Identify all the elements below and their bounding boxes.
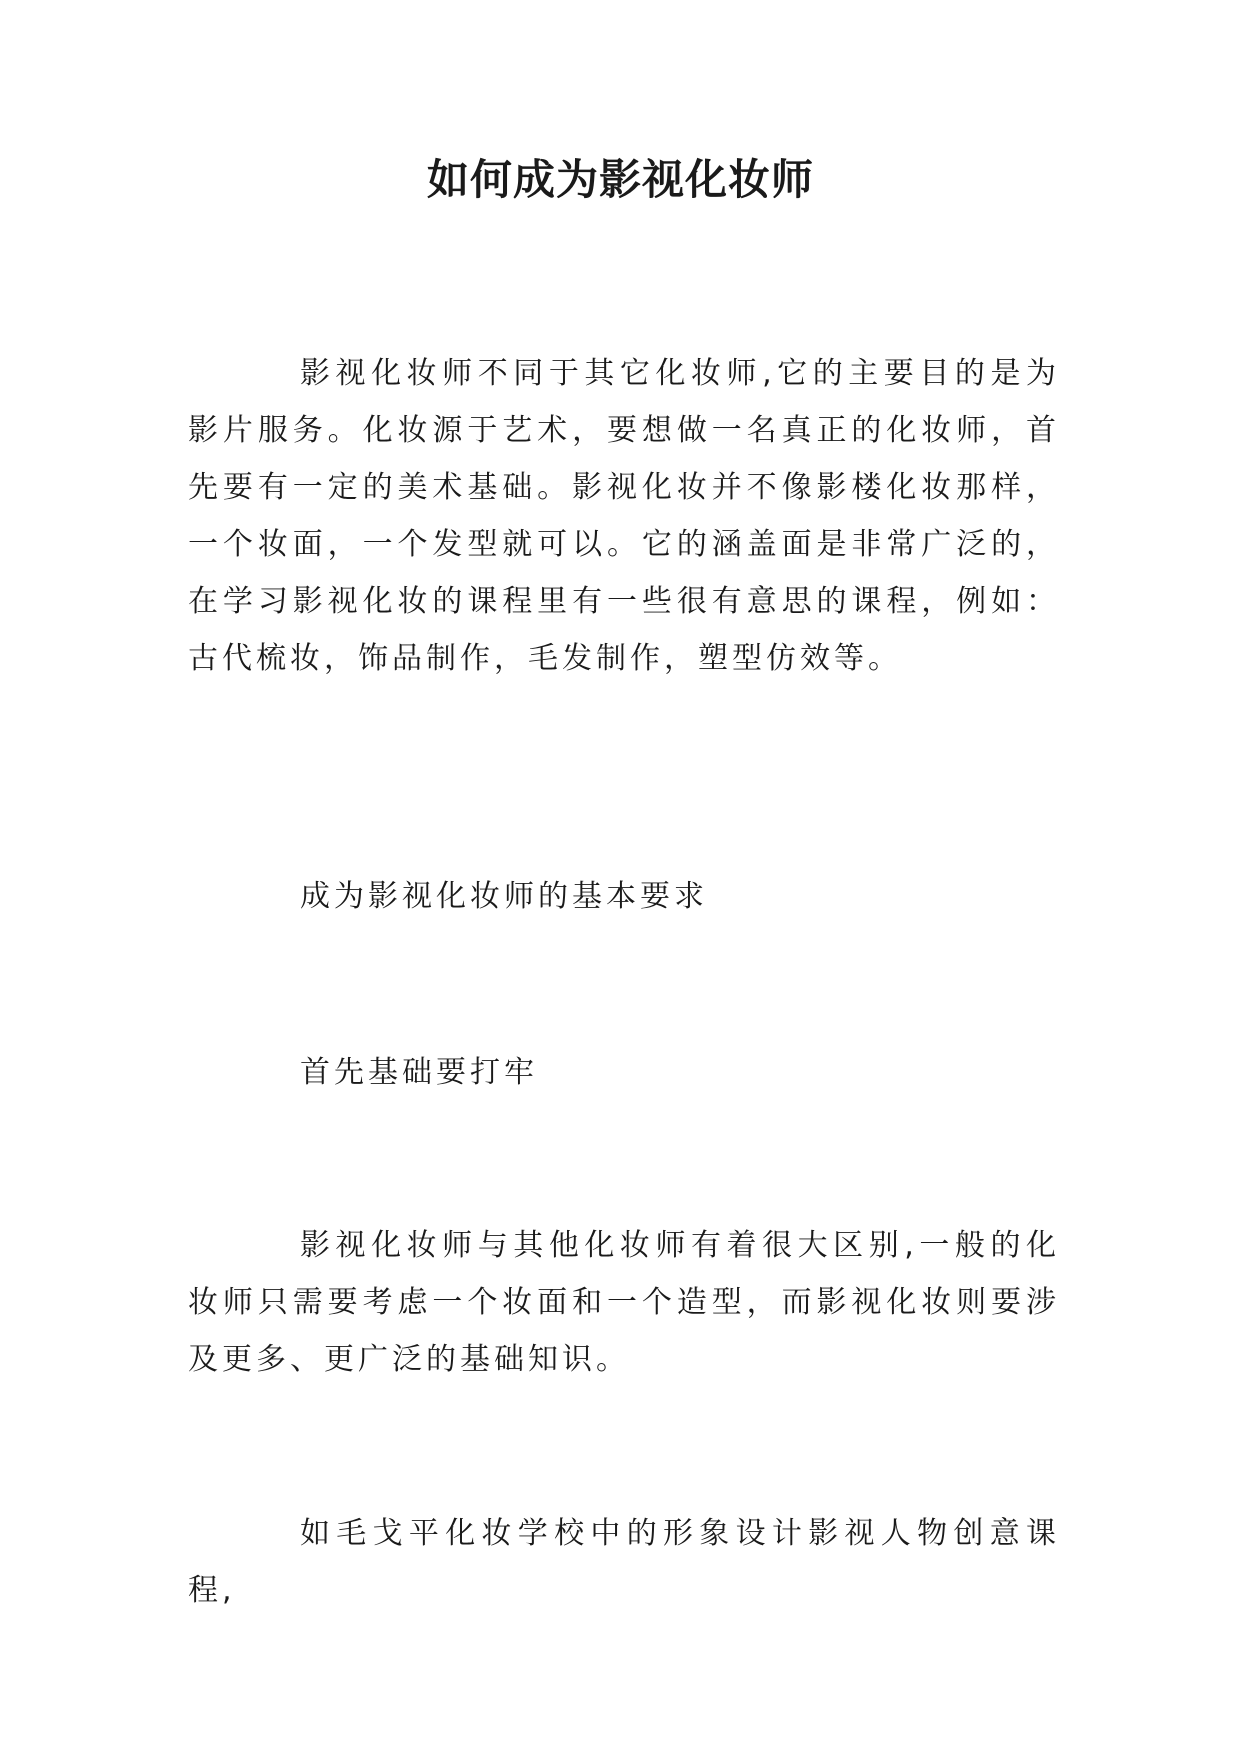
document-title: 如何成为影视化妆师	[426, 155, 814, 204]
paragraph-example: 如毛戈平化妆学校中的形象设计影视人物创意课程,	[188, 1516, 1060, 1608]
subheading-foundation: 首先基础要打牢	[300, 1055, 538, 1090]
section-heading-basic-requirements: 成为影视化妆师的基本要求	[300, 879, 708, 914]
paragraph-intro: 影视化妆师不同于其它化妆师,它的主要目的是为影片服务。化妆源于艺术，要想做一名真正的化妆师，首先要有一定的美术基础。影视化妆并不像影楼化妆那样，一个妆面，一个发型就可以。它的涵盖面是非常广泛的，在学习影视化妆的课程里有一些很有意思的课程，例如：古代梳妆，饰品制作，毛发制作，塑型仿效等。	[188, 356, 1060, 676]
paragraph-difference: 影视化妆师与其他化妆师有着很大区别,一般的化妆师只需要考虑一个妆面和一个造型，而影视化妆则要涉及更多、更广泛的基础知识。	[188, 1228, 1060, 1377]
